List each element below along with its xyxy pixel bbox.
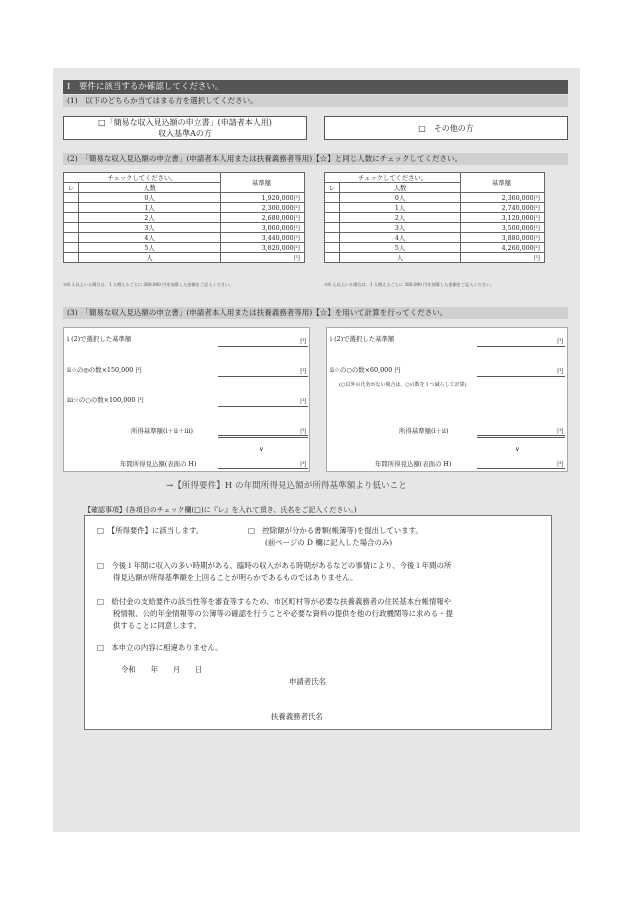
calc-i-label: i (2)で選択した基準額: [330, 335, 395, 343]
calc-ii-label: ii☆の◎の数×150,000 円: [67, 366, 142, 374]
calc-total-label: 所得基準額(i＋ii): [399, 427, 449, 435]
calc-annual-field[interactable]: [218, 468, 308, 469]
people-count-cell: 0人: [79, 193, 221, 203]
people-count-cell: 2人: [340, 213, 461, 223]
table-note-left: ※6 人以上いる場合は、1 人増えるごとに 380,000 円を加算した金額をご記入ください。: [63, 282, 234, 287]
check-col-header: レ: [64, 183, 79, 193]
people-count-cell: 1人: [340, 203, 461, 213]
yen-unit: 円: [300, 397, 307, 405]
date-field[interactable]: 令和 年 月 日: [121, 665, 203, 674]
check-consent[interactable]: □ 給付金の支給要件の該当性等を審査等するため、市区町村等が必要な扶養義務者の住民基本台帳情報や: [97, 597, 452, 606]
base-amount-cell: 円: [461, 253, 545, 263]
check-cell[interactable]: [325, 253, 340, 263]
base-col-header: 基準額: [461, 173, 545, 193]
calc-annual-label: 年間所得見込額(表面の H): [120, 460, 197, 468]
check-cell[interactable]: [325, 203, 340, 213]
check-no-higher-income[interactable]: □ 今後１年間に収入の多い時期がある、臨時の収入がある時期があるなどの事情により、今後１年間の所: [97, 561, 452, 570]
table-row: [64, 243, 305, 253]
yen-unit: 円: [557, 427, 564, 435]
calc-box-right: [326, 327, 568, 472]
option-other[interactable]: [324, 116, 568, 140]
base-col-header: 基準額: [221, 173, 305, 193]
yen-unit: 円: [300, 367, 307, 375]
check-cell[interactable]: [64, 253, 79, 263]
calc-ii-label: ii☆の○の数×60,000 円: [330, 366, 401, 374]
people-count-cell: 5人: [79, 243, 221, 253]
table-row: [325, 233, 545, 243]
income-requirement-text: →【所得要件】H の年間所得見込額が所得基準額より低いこと: [166, 481, 407, 491]
applicant-name-field[interactable]: [341, 688, 537, 689]
check-cell[interactable]: [325, 213, 340, 223]
base-amount-cell: 2,360,000円: [461, 193, 545, 203]
base-amount-cell: 3,440,000円: [221, 233, 305, 243]
check-cell[interactable]: [325, 223, 340, 233]
base-amount-cell: 2,740,000円: [461, 203, 545, 213]
people-count-cell: 3人: [340, 223, 461, 233]
base-amount-table-left: [63, 172, 305, 263]
base-amount-cell: 3,500,000円: [461, 223, 545, 233]
check-cell[interactable]: [325, 233, 340, 243]
check-cell[interactable]: [325, 193, 340, 203]
people-count-cell: 3人: [79, 223, 221, 233]
greater-than-sign: ∨: [259, 445, 264, 453]
check-cell[interactable]: [325, 243, 340, 253]
check-header: チェックしてください。: [64, 173, 221, 183]
base-amount-cell: 3,120,000円: [461, 213, 545, 223]
calc-annual-field[interactable]: [477, 468, 565, 469]
calc-total-label: 所得基準額(i＋ii＋iii): [131, 427, 193, 435]
confirm-instructions: 【確認事項】(各項目のチェック欄(□)に『レ』を入れて頂き、氏名をご記入ください。): [84, 506, 357, 514]
people-count-cell: 4人: [79, 233, 221, 243]
option-income-standard-a[interactable]: [63, 116, 307, 140]
check-no-higher-income-cont: 得見込額が所得基準額を上回ることが明らかであるものではありません。: [113, 573, 358, 582]
calc-ii-field[interactable]: [477, 376, 565, 377]
check-deduction-documents[interactable]: □ 控除額が分かる書類(帳簿等)を提出しています。: [248, 526, 423, 535]
table-row: [325, 223, 545, 233]
option-a-label: □「簡易な収入見込額の申立書」(申請者本人用): [98, 118, 272, 127]
base-amount-cell: 2,680,000円: [221, 213, 305, 223]
table-row: [325, 243, 545, 253]
calc-i-field[interactable]: [218, 346, 308, 347]
calc-ii-note: (○以外の氏名がない場合は、○の数を１つ減らして計算): [339, 382, 467, 388]
question-1: (1) 以下のどちらか当てはまる方を選択してください。: [63, 95, 568, 107]
yen-unit: 円: [300, 427, 307, 435]
table-row: [325, 203, 545, 213]
people-count-cell: 1人: [79, 203, 221, 213]
option-other-label: □ その他の方: [418, 123, 474, 133]
check-income-requirement[interactable]: □ 【所得要件】に該当します。: [97, 526, 204, 535]
check-cell[interactable]: [64, 233, 79, 243]
table-row: [64, 233, 305, 243]
table-row: [64, 203, 305, 213]
base-amount-cell: 1,920,000円: [221, 193, 305, 203]
base-amount-cell: 4,260,000円: [461, 243, 545, 253]
people-count-cell: 4人: [340, 233, 461, 243]
table-row: [325, 193, 545, 203]
section-title: Ⅰ 要件に該当するか確認してください。: [63, 80, 568, 94]
applicant-name-label: 申請者氏名: [289, 677, 326, 686]
people-count-cell: 2人: [79, 213, 221, 223]
calc-total-field[interactable]: [477, 435, 565, 438]
calc-box-left: [63, 327, 310, 472]
base-amount-cell: 3,880,000円: [461, 233, 545, 243]
people-count-cell: 人: [79, 253, 221, 263]
base-amount-table-right: [324, 172, 545, 263]
yen-unit: 円: [300, 337, 307, 345]
yen-unit: 円: [300, 460, 307, 468]
check-col-header: レ: [325, 183, 340, 193]
calc-i-field[interactable]: [477, 346, 565, 347]
yen-unit: 円: [557, 337, 564, 345]
calc-i-label: i (2)で選択した基準額: [67, 335, 132, 343]
base-amount-cell: 円: [221, 253, 305, 263]
question-2: (2) 「簡易な収入見込額の申立書」(申請者本人用または扶養義務者等用)【☆】と同じ人数にチェックしてください。: [63, 153, 568, 165]
check-cell[interactable]: [64, 223, 79, 233]
people-count-cell: 人: [340, 253, 461, 263]
base-amount-cell: 3,060,000円: [221, 223, 305, 233]
people-col-header: 人数: [79, 183, 221, 193]
table-row: [325, 213, 545, 223]
check-cell[interactable]: [64, 213, 79, 223]
check-cell[interactable]: [64, 243, 79, 253]
calc-ii-field[interactable]: [218, 376, 308, 377]
people-count-cell: 5人: [340, 243, 461, 253]
table-row: [64, 253, 305, 263]
people-count-cell: 0人: [340, 193, 461, 203]
yen-unit: 円: [557, 367, 564, 375]
table-row: [64, 193, 305, 203]
check-accuracy[interactable]: □ 本申立の内容に相違ありません。: [97, 643, 223, 652]
table-note-right: ※6 人以上いる場合は、1 人増えるごとに 380,000 円を加算した金額をご記入ください。: [324, 282, 495, 287]
confirm-box: [84, 515, 552, 730]
calc-annual-label: 年間所得見込額(表面の H): [375, 460, 452, 468]
table-row: [64, 223, 305, 233]
option-a-sublabel: 収入基準Aの方: [158, 129, 212, 138]
greater-than-sign: ∨: [515, 445, 520, 453]
table-row: [64, 213, 305, 223]
check-header: チェックしてください。: [325, 173, 461, 183]
calc-iii-label: iii☆の○の数×100,000 円: [67, 396, 144, 404]
yen-unit: 円: [557, 460, 564, 468]
base-amount-cell: 2,300,000円: [221, 203, 305, 213]
table-row: [325, 253, 545, 263]
deduction-note: (前ページの D 欄に記入した場合のみ): [265, 538, 393, 547]
guardian-name-field[interactable]: [341, 723, 537, 724]
check-cell[interactable]: [64, 203, 79, 213]
check-consent-cont1: 税情報、公的年金情報等の公簿等の確認を行うことや必要な資料の提供を他の行政機関等に求める・提: [113, 609, 453, 618]
guardian-name-label: 扶養義務者氏名: [271, 712, 323, 721]
check-consent-cont2: 供することに同意します。: [113, 621, 202, 630]
calc-total-field[interactable]: [218, 435, 308, 438]
people-col-header: 人数: [340, 183, 461, 193]
base-amount-cell: 3,820,000円: [221, 243, 305, 253]
question-3: (3) 「簡易な収入見込額の申立書」(申請者本人用または扶養義務者等用)【☆】を用いて計算を行ってください。: [63, 307, 568, 319]
calc-iii-field[interactable]: [218, 406, 308, 407]
check-cell[interactable]: [64, 193, 79, 203]
